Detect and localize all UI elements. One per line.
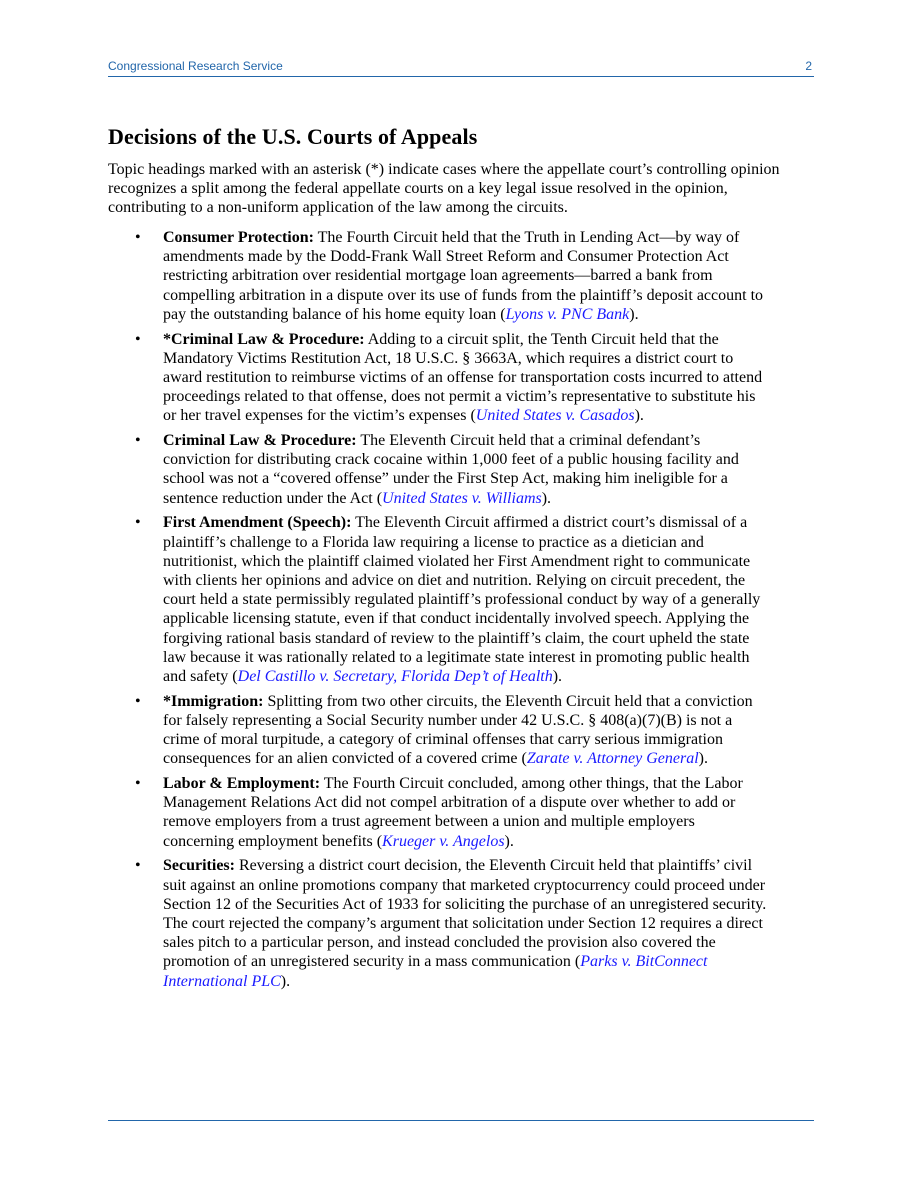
- topic-heading: First Amendment (Speech):: [163, 514, 352, 532]
- list-item-criminal-law-casados: [108, 330, 768, 426]
- bullet-icon: •: [135, 229, 141, 246]
- case-link-zarate[interactable]: Zarate v. Attorney General: [526, 750, 699, 768]
- list-item-criminal-law-williams: [108, 431, 768, 508]
- topic-heading: Labor & Employment:: [163, 774, 321, 792]
- case-summary: Reversing a district court decision, the Eleventh Circuit held that plaintiffs’ civil suit against an online promotions company that marketed cryptocurrency could proceed under Section 12 of the Securities Act of 1933 for soliciting the purchase of an unregistered security. The court rejected the company’s argument that solicitation under Section 12 requires a direct sales pitch to a particular person, and instead concluded the provision also covered the promotion of an unregistered security in a mass communication (: [163, 857, 767, 971]
- topic-heading: *Immigration:: [163, 692, 264, 710]
- page-number: 2: [805, 59, 812, 73]
- case-summary: The Eleventh Circuit held that a criminal defendant’s conviction for distributing crack cocaine within 1,000 feet of a public housing facility and school was not a “covered offense” under the First Step Act, making him ineligible for a sentence reduction under the Act (: [163, 432, 739, 507]
- bullet-icon: •: [135, 432, 141, 450]
- bullet-icon: •: [135, 857, 141, 875]
- closing-punct: ).: [698, 750, 708, 768]
- closing-punct: ).: [280, 972, 291, 990]
- section-intro: Topic headings marked with an asterisk (*) indicate cases where the appellate court’s controlling opinion recognizes a split among the federal appellate courts on a key legal issue resolved in the opinion, contributing to a non-uniform application of the law among the circuits.: [108, 161, 780, 217]
- topic-heading: *Criminal Law & Procedure:: [163, 330, 365, 348]
- closing-punct: ).: [629, 305, 639, 323]
- case-link-krueger[interactable]: Krueger v. Angelos: [382, 832, 505, 850]
- closing-punct: ).: [552, 667, 563, 685]
- list-item-consumer-protection: [108, 228, 768, 324]
- footer-divider: [108, 1120, 814, 1121]
- case-summary: The Fourth Circuit concluded, among other things, that the Labor Management Relations Act did not compel arbitration of a dispute over whether to add or remove employers from a trust agreement between a union and multiple employers concerning employment benefits (: [163, 774, 743, 850]
- bullet-icon: •: [135, 774, 141, 792]
- topic-heading: Criminal Law & Procedure:: [163, 432, 357, 450]
- topic-heading: Consumer Protection:: [163, 229, 314, 246]
- organization-name: Congressional Research Service: [108, 59, 283, 73]
- bullet-icon: •: [135, 514, 141, 532]
- case-summary: Splitting from two other circuits, the Eleventh Circuit held that a conviction for falsely representing a Social Security number under 42 U.S.C. § 408(a)(7)(B) is not a crime of moral turpitude, a category of criminal offenses that carry serious immigration consequences for an alien convicted of a covered crime (: [163, 692, 753, 768]
- case-link-casados[interactable]: United States v. Casados: [475, 407, 635, 425]
- section-title: Decisions of the U.S. Courts of Appeals: [108, 124, 478, 149]
- bullet-icon: •: [135, 330, 141, 348]
- closing-punct: ).: [634, 407, 644, 425]
- case-summary: The Eleventh Circuit affirmed a district court’s dismissal of a plaintiff’s challenge to a Florida law requiring a license to practice as a dietician and nutritionist, which the plaintiff claimed violated her First Amendment right to communicate with clients her opinions and advice on diet and nutrition. Relying on circuit precedent, the court held a state permissibly regulated plaintiff’s professional conduct by way of a generally applicable licensing statute, even if that conduct incidentally involved speech. Applying the forgiving rational basis standard of review to the plaintiff’s claim, the court upheld the state law because it was rationally related to a legitimate state interest in promoting public health and safety (: [163, 514, 761, 685]
- case-summary: The Fourth Circuit held that the Truth in Lending Act—by way of amendments made by the Dodd-Frank Wall Street Reform and Consumer Protection Act restricting arbitration over residential mortgage loan agreements—barred a bank from compelling arbitration in a dispute over its use of funds from the plaintiff’s deposit account to pay the outstanding balance of his home equity loan (: [163, 229, 764, 323]
- closing-punct: ).: [541, 489, 552, 507]
- case-link-williams[interactable]: United States v. Williams: [382, 489, 542, 507]
- list-item-securities: [108, 856, 768, 990]
- running-header: [108, 58, 814, 77]
- topic-heading: Securities:: [163, 857, 235, 875]
- case-link-parks[interactable]: Parks v. BitConnect International PLC: [163, 953, 708, 990]
- case-summary: Adding to a circuit split, the Tenth Circuit held that the Mandatory Victims Restitution Act, 18 U.S.C. § 3663A, which requires a district court to award restitution to reimburse victims of an offense for transportation costs incurred to attend proceedings related to that offense, does not permit a victim’s representative to substitute his or her travel expenses for the victim’s expenses (: [163, 330, 763, 425]
- case-link-lyons[interactable]: Lyons v. PNC Bank: [505, 305, 630, 323]
- list-item-first-amendment: [108, 513, 768, 686]
- list-item-labor-employment: [108, 774, 768, 851]
- bullet-icon: •: [135, 692, 141, 710]
- case-list: [108, 228, 768, 996]
- case-link-del-castillo[interactable]: Del Castillo v. Secretary, Florida Dep’t of Health: [237, 667, 553, 685]
- list-item-immigration: [108, 692, 768, 769]
- closing-punct: ).: [504, 832, 514, 850]
